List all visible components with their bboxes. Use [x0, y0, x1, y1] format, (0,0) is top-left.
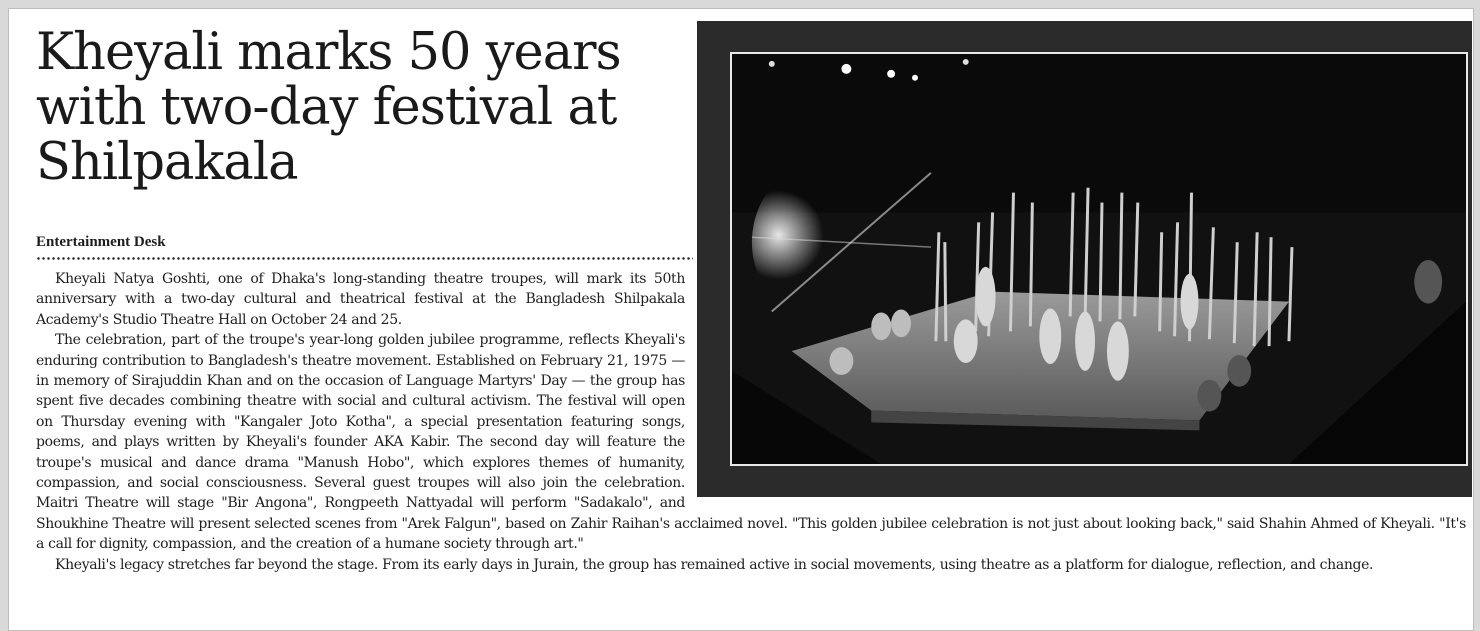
paragraph-2: The celebration, part of the troupe's year-long golden jubilee programme, reflects Kheyali's enduring contribution to Bangladesh's theatre movement. Established on February 21, 1975 — in memory of Sirajuddin Khan and on the occasion of Language Martyrs' Day — the group has spent five decades combining theatre with social and cultural activism. The festival will open on Thursday evening with "Kangaler Joto Kotha", a special presentation featuring songs, poems, and plays written by Kheyali's founder AKA Kabir. The second day will feature the troupe's musical and dance drama "Manush Hobo", which explores themes of humanity, compassion, and social consciousness. Several guest troupes will also join the celebration. Maitri Theatre will stage "Bir Angona", Rongpeeth Nattyadal will perform "Sadakalo", and Shoukhine Theatre will present selected scenes from "Arek Falgun", based on Zahir Raihan's acclaimed novel. "This golden jubilee celebration is not just about looking back," said Shahin Ahmed of Kheyali. "It's a call for dignity, compassion, and the creation of a humane society through art." — [36, 332, 1466, 553]
headline: Kheyali marks 50 years with two-day festival at Shilpakala — [36, 23, 621, 192]
photo-frame — [697, 21, 1472, 497]
newspaper-clipping — [8, 8, 1474, 631]
article-body — [36, 269, 1466, 575]
paragraph-1: Kheyali Natya Goshti, one of Dhaka's long-standing theatre troupes, will mark its 50th anniversary with a two-day cultural and theatrical festival at the Bangladesh Shilpakala Academy's Studio Theatre Hall on October 24 and 25. — [36, 271, 685, 328]
paragraph-3: Kheyali's legacy stretches far beyond the stage. From its early days in Jurain, the group has remained active in social movements, using theatre as a platform for dialogue, reflection, and change. — [55, 556, 1374, 573]
stage-photo — [730, 52, 1468, 466]
theatre-stage-image — [732, 54, 1466, 464]
dotted-divider — [36, 257, 693, 260]
byline: Entertainment Desk — [36, 234, 166, 250]
